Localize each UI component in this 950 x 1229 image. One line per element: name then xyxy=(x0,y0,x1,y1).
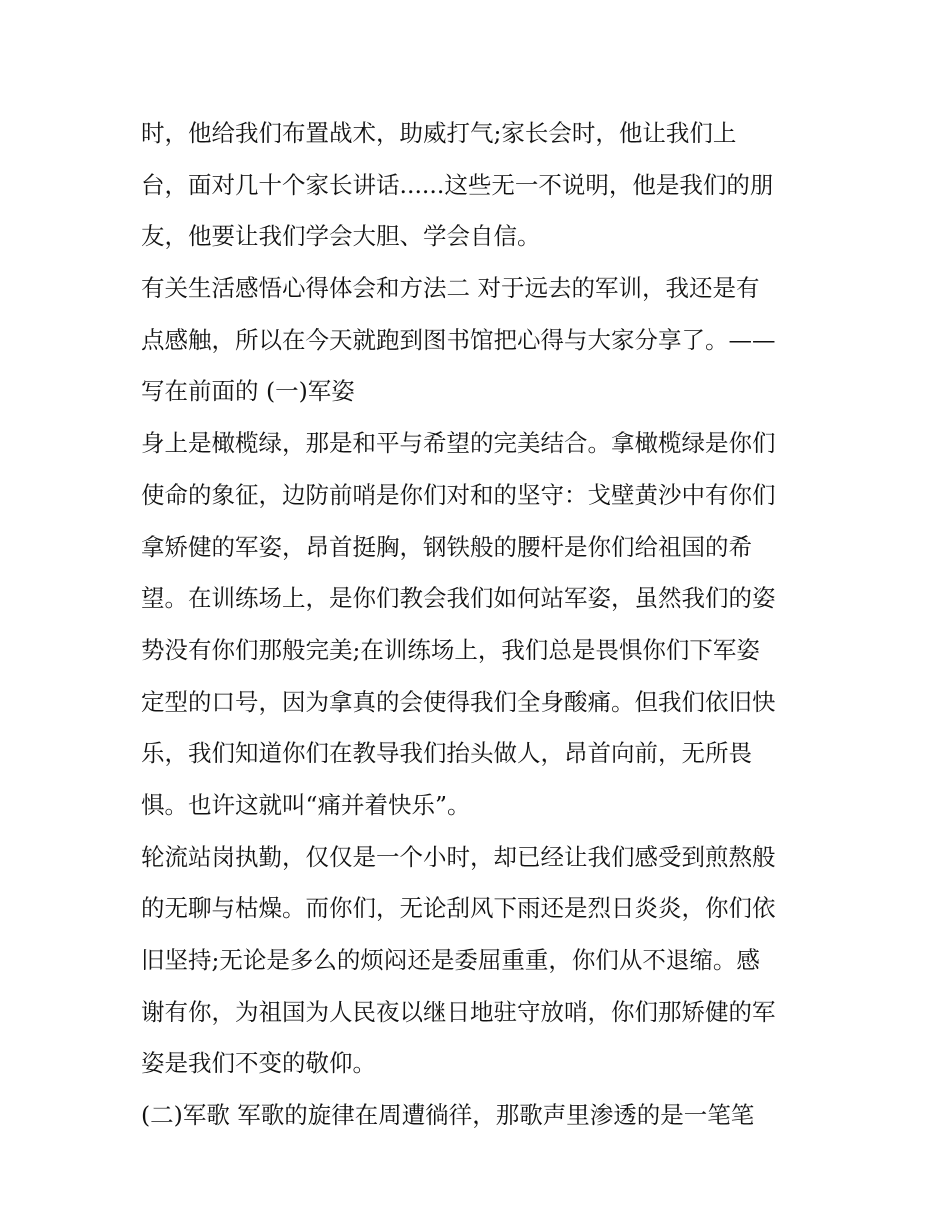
text-line: 谢有你，为祖国为人民夜以继日地驻守放哨，你们那矫健的军 xyxy=(141,997,776,1026)
text-line: 友，他要让我们学会大胆、学会自信。 xyxy=(141,222,541,251)
text-line: 点感触，所以在今天就跑到图书馆把心得与大家分享了。—— xyxy=(141,325,776,354)
text-line: 写在前面的 (一)军姿 xyxy=(141,377,355,406)
text-line: 的无聊与枯燥。而你们，无论刮风下雨还是烈日炎炎，你们依 xyxy=(141,894,776,923)
text-line: 轮流站岗执勤，仅仅是一个小时，却已经让我们感受到煎熬般 xyxy=(141,842,776,871)
text-line: 定型的口号，因为拿真的会使得我们全身酸痛。但我们依旧快 xyxy=(141,687,776,716)
text-line: 台，面对几十个家长讲话......这些无一不说明，他是我们的朋 xyxy=(141,170,774,199)
text-line: 姿是我们不变的敬仰。 xyxy=(141,1049,376,1078)
text-line: 望。在训练场上，是你们教会我们如何站军姿，虽然我们的姿 xyxy=(141,584,776,613)
text-line: 使命的象征，边防前哨是你们对和的坚守：戈壁黄沙中有你们 xyxy=(141,480,776,509)
text-line: 惧。也许这就叫“痛并着快乐”。 xyxy=(141,790,471,819)
text-line: 时，他给我们布置战术，助威打气;家长会时，他让我们上 xyxy=(141,119,737,147)
text-line: 有关生活感悟心得体会和方法二 对于远去的军训，我还是有 xyxy=(141,274,760,303)
text-line: 拿矫健的军姿，昂首挺胸，钢铁般的腰杆是你们给祖国的希 xyxy=(141,532,752,561)
text-line: 身上是橄榄绿，那是和平与希望的完美结合。拿橄榄绿是你们 xyxy=(141,429,776,458)
document-body xyxy=(141,108,821,1142)
text-line: (二)军歌 军歌的旋律在周遭徜徉，那歌声里渗透的是一笔笔 xyxy=(141,1101,755,1130)
text-line: 乐，我们知道你们在教导我们抬头做人，昂首向前，无所畏 xyxy=(141,739,752,768)
text-line: 势没有你们那般完美;在训练场上，我们总是畏惧你们下军姿 xyxy=(141,635,760,664)
text-line: 旧坚持;无论是多么的烦闷还是委屈重重，你们从不退缩。感 xyxy=(141,946,760,974)
